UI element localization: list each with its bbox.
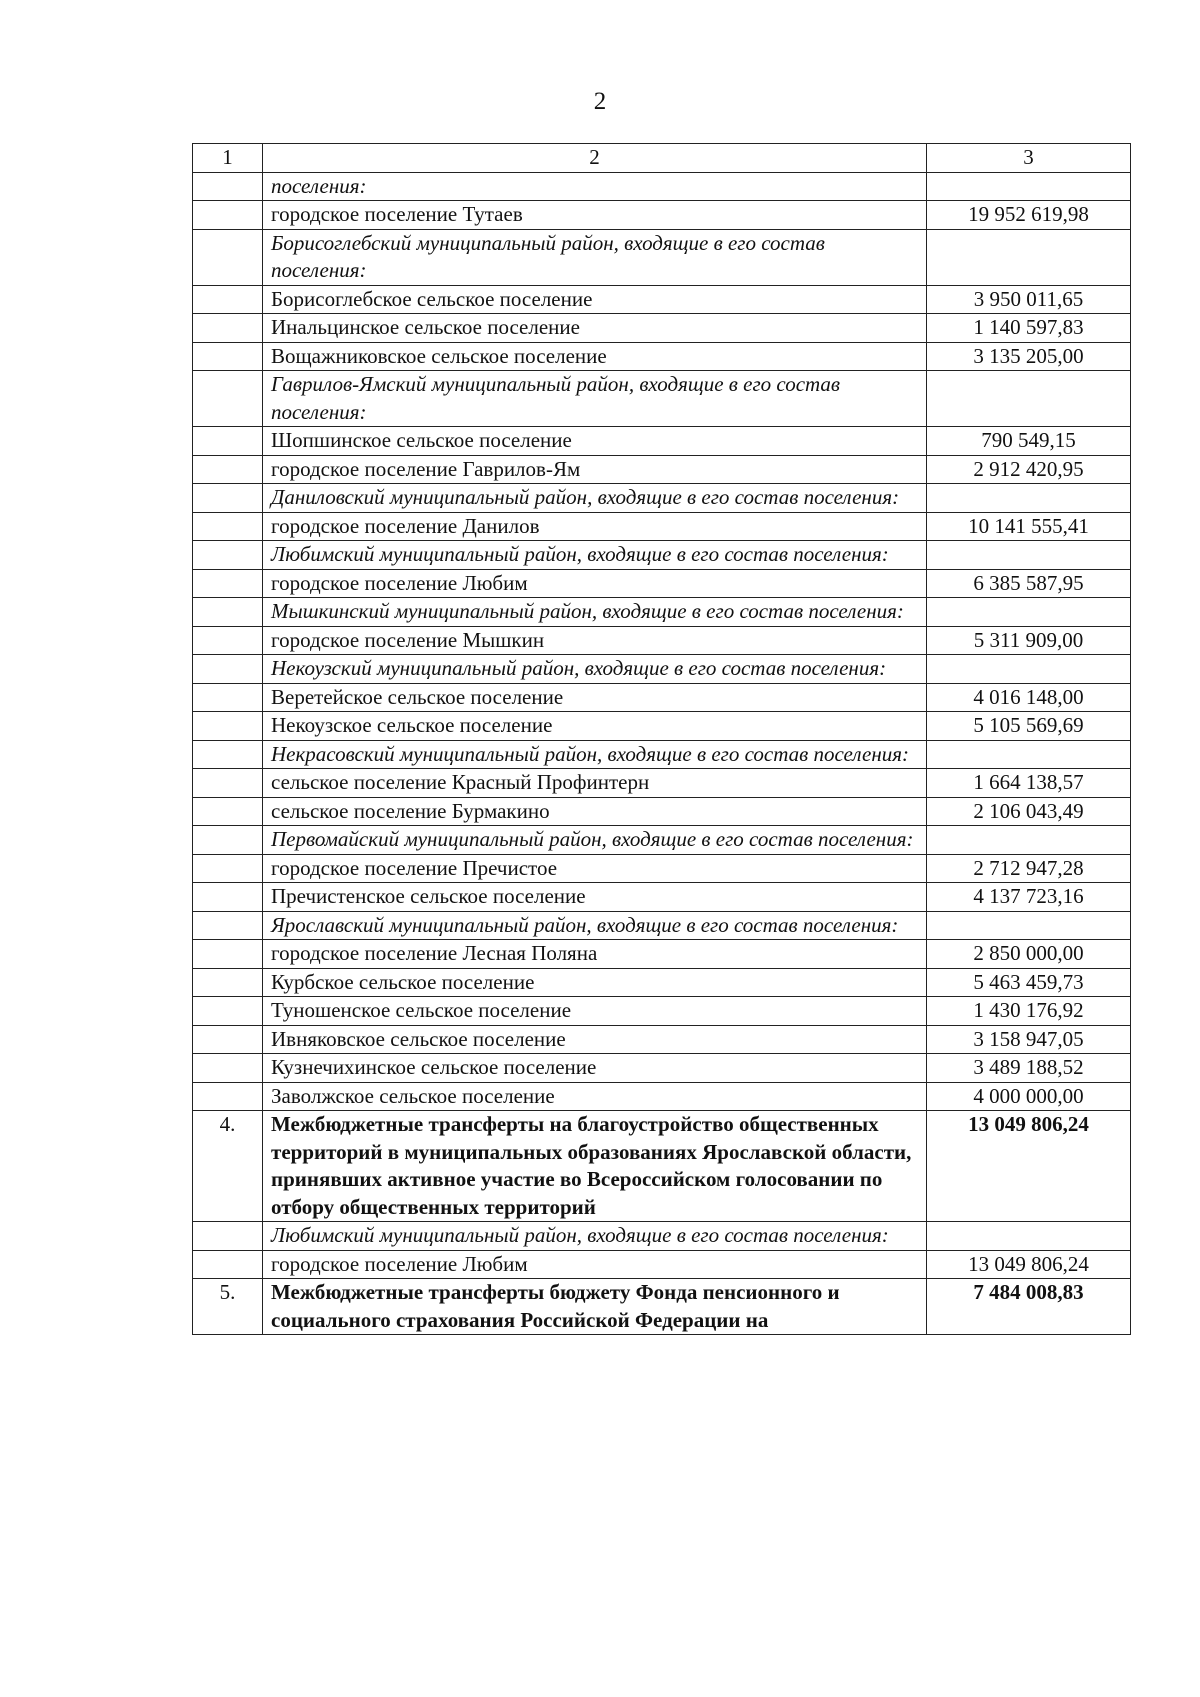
row-amount: 2 106 043,49 — [927, 797, 1131, 826]
row-description: Курбское сельское поселение — [263, 968, 927, 997]
row-amount: 19 952 619,98 — [927, 201, 1131, 230]
row-description: Ивняковское сельское поселение — [263, 1025, 927, 1054]
row-number — [193, 626, 263, 655]
row-description: Мышкинский муниципальный район, входящие в его состав поселения: — [263, 598, 927, 627]
row-amount — [927, 541, 1131, 570]
table-row — [193, 371, 1131, 427]
row-description: Любимский муниципальный район, входящие в его состав поселения: — [263, 1222, 927, 1251]
row-amount: 13 049 806,24 — [927, 1250, 1131, 1279]
table-row — [193, 1222, 1131, 1251]
table-row — [193, 541, 1131, 570]
row-amount: 6 385 587,95 — [927, 569, 1131, 598]
row-description: Заволжское сельское поселение — [263, 1082, 927, 1111]
row-amount: 10 141 555,41 — [927, 512, 1131, 541]
row-number — [193, 569, 263, 598]
row-amount: 3 158 947,05 — [927, 1025, 1131, 1054]
row-amount — [927, 229, 1131, 285]
table-row — [193, 968, 1131, 997]
row-number — [193, 541, 263, 570]
row-amount: 4 137 723,16 — [927, 883, 1131, 912]
row-description: Гаврилов-Ямский муниципальный район, входящие в его состав поселения: — [263, 371, 927, 427]
row-description: Борисоглебский муниципальный район, входящие в его состав поселения: — [263, 229, 927, 285]
row-amount: 3 950 011,65 — [927, 285, 1131, 314]
row-description: городское поселение Лесная Поляна — [263, 940, 927, 969]
row-description: Шопшинское сельское поселение — [263, 427, 927, 456]
row-description: городское поселение Тутаев — [263, 201, 927, 230]
row-description: Ярославский муниципальный район, входящие в его состав поселения: — [263, 911, 927, 940]
table-row — [193, 314, 1131, 343]
table-row — [193, 826, 1131, 855]
table-row — [193, 769, 1131, 798]
row-amount: 4 000 000,00 — [927, 1082, 1131, 1111]
table-row — [193, 854, 1131, 883]
table-row — [193, 1082, 1131, 1111]
row-amount: 5 311 909,00 — [927, 626, 1131, 655]
row-number — [193, 769, 263, 798]
row-amount — [927, 598, 1131, 627]
row-number — [193, 1082, 263, 1111]
row-number — [193, 940, 263, 969]
row-number — [193, 854, 263, 883]
row-amount: 5 105 569,69 — [927, 712, 1131, 741]
row-number — [193, 1054, 263, 1083]
row-description: поселения: — [263, 172, 927, 201]
row-number — [193, 997, 263, 1026]
table-row — [193, 1054, 1131, 1083]
table-row — [193, 1111, 1131, 1222]
row-number — [193, 1250, 263, 1279]
row-description: Даниловский муниципальный район, входящие в его состав поселения: — [263, 484, 927, 513]
table-row — [193, 797, 1131, 826]
row-description: Любимский муниципальный район, входящие в его состав поселения: — [263, 541, 927, 570]
row-number — [193, 484, 263, 513]
row-amount: 1 664 138,57 — [927, 769, 1131, 798]
row-description: Межбюджетные трансферты на благоустройство общественных территорий в муниципальных образованиях Ярославской области, принявших активное участие во Всероссийском голосовании по отбору общественных территорий — [263, 1111, 927, 1222]
row-number — [193, 229, 263, 285]
row-amount: 1 430 176,92 — [927, 997, 1131, 1026]
row-amount — [927, 740, 1131, 769]
row-number — [193, 201, 263, 230]
row-number: 4. — [193, 1111, 263, 1222]
row-description: городское поселение Данилов — [263, 512, 927, 541]
table-row — [193, 712, 1131, 741]
row-description: Межбюджетные трансферты бюджету Фонда пенсионного и социального страхования Российской Федерации на — [263, 1279, 927, 1335]
row-description: Борисоглебское сельское поселение — [263, 285, 927, 314]
table-row — [193, 569, 1131, 598]
table-row — [193, 740, 1131, 769]
row-amount: 5 463 459,73 — [927, 968, 1131, 997]
table-row — [193, 997, 1131, 1026]
row-amount: 4 016 148,00 — [927, 683, 1131, 712]
row-number — [193, 911, 263, 940]
row-description: Пречистенское сельское поселение — [263, 883, 927, 912]
table-row — [193, 1250, 1131, 1279]
table-row — [193, 1025, 1131, 1054]
table-body — [193, 172, 1131, 1335]
row-description: сельское поселение Красный Профинтерн — [263, 769, 927, 798]
transfers-table — [192, 143, 1131, 1335]
table-row — [193, 911, 1131, 940]
row-amount: 2 912 420,95 — [927, 455, 1131, 484]
row-description: городское поселение Любим — [263, 569, 927, 598]
row-description: городское поселение Гаврилов-Ям — [263, 455, 927, 484]
page-number: 2 — [593, 88, 607, 115]
row-amount: 1 140 597,83 — [927, 314, 1131, 343]
table-header-row — [193, 144, 1131, 173]
row-description: Веретейское сельское поселение — [263, 683, 927, 712]
table-row — [193, 626, 1131, 655]
row-number — [193, 740, 263, 769]
table-row — [193, 427, 1131, 456]
row-amount: 790 549,15 — [927, 427, 1131, 456]
table-row — [193, 655, 1131, 684]
row-number — [193, 1222, 263, 1251]
row-amount — [927, 371, 1131, 427]
row-description: сельское поселение Бурмакино — [263, 797, 927, 826]
table-row — [193, 201, 1131, 230]
row-amount: 3 135 205,00 — [927, 342, 1131, 371]
row-number — [193, 598, 263, 627]
row-description: городское поселение Любим — [263, 1250, 927, 1279]
row-amount: 2 712 947,28 — [927, 854, 1131, 883]
row-description: Некоузский муниципальный район, входящие в его состав поселения: — [263, 655, 927, 684]
table-row — [193, 683, 1131, 712]
table-row — [193, 285, 1131, 314]
row-description: Первомайский муниципальный район, входящие в его состав поселения: — [263, 826, 927, 855]
row-number — [193, 285, 263, 314]
row-number — [193, 826, 263, 855]
row-number — [193, 342, 263, 371]
row-number: 5. — [193, 1279, 263, 1335]
row-number — [193, 1025, 263, 1054]
row-amount — [927, 484, 1131, 513]
row-number — [193, 512, 263, 541]
header-col-1: 1 — [193, 144, 263, 173]
table-row — [193, 883, 1131, 912]
row-number — [193, 455, 263, 484]
row-amount — [927, 655, 1131, 684]
row-description: Некоузское сельское поселение — [263, 712, 927, 741]
row-amount: 3 489 188,52 — [927, 1054, 1131, 1083]
row-number — [193, 371, 263, 427]
row-number — [193, 883, 263, 912]
row-description: Кузнечихинское сельское поселение — [263, 1054, 927, 1083]
row-amount: 13 049 806,24 — [927, 1111, 1131, 1222]
row-number — [193, 797, 263, 826]
row-amount — [927, 172, 1131, 201]
row-number — [193, 655, 263, 684]
row-description: Туношенское сельское поселение — [263, 997, 927, 1026]
row-description: Вощажниковское сельское поселение — [263, 342, 927, 371]
table-row — [193, 940, 1131, 969]
row-description: Инальцинское сельское поселение — [263, 314, 927, 343]
table-row — [193, 172, 1131, 201]
row-description: городское поселение Мышкин — [263, 626, 927, 655]
table-row — [193, 1279, 1131, 1335]
row-amount: 2 850 000,00 — [927, 940, 1131, 969]
header-col-2: 2 — [263, 144, 927, 173]
row-description: городское поселение Пречистое — [263, 854, 927, 883]
table-row — [193, 455, 1131, 484]
row-number — [193, 427, 263, 456]
row-description: Некрасовский муниципальный район, входящие в его состав поселения: — [263, 740, 927, 769]
table-row — [193, 342, 1131, 371]
table-row — [193, 598, 1131, 627]
row-amount — [927, 911, 1131, 940]
row-number — [193, 968, 263, 997]
row-number — [193, 314, 263, 343]
row-amount — [927, 1222, 1131, 1251]
row-number — [193, 683, 263, 712]
header-col-3: 3 — [927, 144, 1131, 173]
table-row — [193, 512, 1131, 541]
table-row — [193, 484, 1131, 513]
row-amount: 7 484 008,83 — [927, 1279, 1131, 1335]
row-number — [193, 712, 263, 741]
row-number — [193, 172, 263, 201]
table-row — [193, 229, 1131, 285]
row-amount — [927, 826, 1131, 855]
